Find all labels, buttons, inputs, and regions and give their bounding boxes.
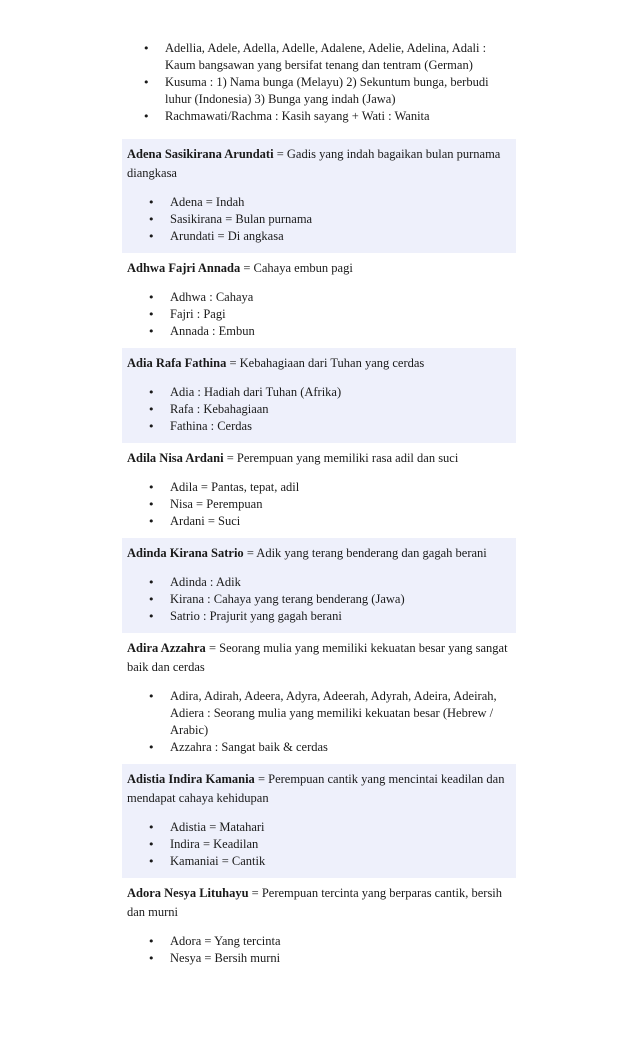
list-item: • Adila = Pantas, tepat, adil [127, 479, 512, 496]
list-item: • Indira = Keadilan [127, 836, 512, 853]
entry-list [127, 688, 512, 756]
list-item: • Adellia, Adele, Adella, Adelle, Adalene, Adelie, Adelina, Adali : Kaum bangsawan yang bersifat tenang dan tentram (German) [122, 40, 516, 74]
entry-list [127, 933, 512, 967]
list-item: • Adena = Indah [127, 194, 512, 211]
name-entry-adistia [122, 764, 516, 878]
list-item: • Adora = Yang tercinta [127, 933, 512, 950]
list-item: • Satrio : Prajurit yang gagah berani [127, 608, 512, 625]
entry-meaning: = Perempuan tercinta yang berparas cantik, bersih dan murni [127, 886, 503, 919]
entry-name: Adira Azzahra [127, 641, 206, 655]
entry-list [127, 289, 512, 340]
entry-list [127, 819, 512, 870]
list-item: • Adistia = Matahari [127, 819, 512, 836]
entry-meaning: = Perempuan yang memiliki rasa adil dan suci [223, 451, 459, 465]
intro-list [122, 40, 516, 125]
entry-name: Adistia Indira Kamania [127, 772, 255, 786]
entry-list [127, 574, 512, 625]
list-item: • Kusuma : 1) Nama bunga (Melayu) 2) Sekuntum bunga, berbudi luhur (Indonesia) 3) Bunga yang indah (Jawa) [122, 74, 516, 108]
list-item: • Rachmawati/Rachma : Kasih sayang + Wati : Wanita [122, 108, 516, 125]
entry-name: Adhwa Fajri Annada [127, 261, 241, 275]
list-item: • Annada : Embun [127, 323, 512, 340]
name-entry-adinda [122, 538, 516, 633]
entry-title [127, 884, 512, 922]
entry-list [127, 479, 512, 530]
document-page [122, 40, 516, 975]
name-entry-adia [122, 348, 516, 443]
entry-title [127, 259, 512, 278]
entry-name: Adena Sasikirana Arundati [127, 147, 274, 161]
entry-list [127, 194, 512, 245]
list-item: • Ardani = Suci [127, 513, 512, 530]
list-item: • Azzahra : Sangat baik & cerdas [127, 739, 512, 756]
entry-title [127, 449, 512, 468]
list-item: • Kirana : Cahaya yang terang benderang (Jawa) [127, 591, 512, 608]
name-entry-adhwa [122, 253, 516, 348]
entry-meaning: = Perempuan cantik yang mencintai keadilan dan mendapat cahaya kehidupan [127, 772, 505, 805]
list-item: • Adia : Hadiah dari Tuhan (Afrika) [127, 384, 512, 401]
name-entry-adila [122, 443, 516, 538]
list-item: • Adhwa : Cahaya [127, 289, 512, 306]
entry-name: Adora Nesya Lituhayu [127, 886, 249, 900]
name-entry-adora [122, 878, 516, 975]
entry-meaning: = Adik yang terang benderang dan gagah berani [243, 546, 487, 560]
list-item: • Nesya = Bersih murni [127, 950, 512, 967]
entry-title [127, 145, 512, 183]
entry-title [127, 544, 512, 563]
list-item: • Kamaniai = Cantik [127, 853, 512, 870]
entry-title [127, 639, 512, 677]
list-item: • Rafa : Kebahagiaan [127, 401, 512, 418]
entry-name: Adinda Kirana Satrio [127, 546, 244, 560]
list-item: • Arundati = Di angkasa [127, 228, 512, 245]
list-item: • Fathina : Cerdas [127, 418, 512, 435]
entry-name: Adila Nisa Ardani [127, 451, 224, 465]
entry-list [127, 384, 512, 435]
name-entry-adira [122, 633, 516, 764]
entry-meaning: = Gadis yang indah bagaikan bulan purnama diangkasa [127, 147, 501, 180]
list-item: • Adira, Adirah, Adeera, Adyra, Adeerah, Adyrah, Adeira, Adeirah, Adiera : Seorang mulia yang memiliki kekuatan besar (Hebrew / Arabic) [127, 688, 512, 739]
name-entry-adena [122, 139, 516, 253]
entry-meaning: = Kebahagiaan dari Tuhan yang cerdas [226, 356, 425, 370]
list-item: • Adinda : Adik [127, 574, 512, 591]
entry-title [127, 770, 512, 808]
entry-title [127, 354, 512, 373]
list-item: • Fajri : Pagi [127, 306, 512, 323]
entry-meaning: = Seorang mulia yang memiliki kekuatan besar yang sangat baik dan cerdas [127, 641, 508, 674]
entry-name: Adia Rafa Fathina [127, 356, 227, 370]
list-item: • Nisa = Perempuan [127, 496, 512, 513]
entry-meaning: = Cahaya embun pagi [240, 261, 353, 275]
list-item: • Sasikirana = Bulan purnama [127, 211, 512, 228]
